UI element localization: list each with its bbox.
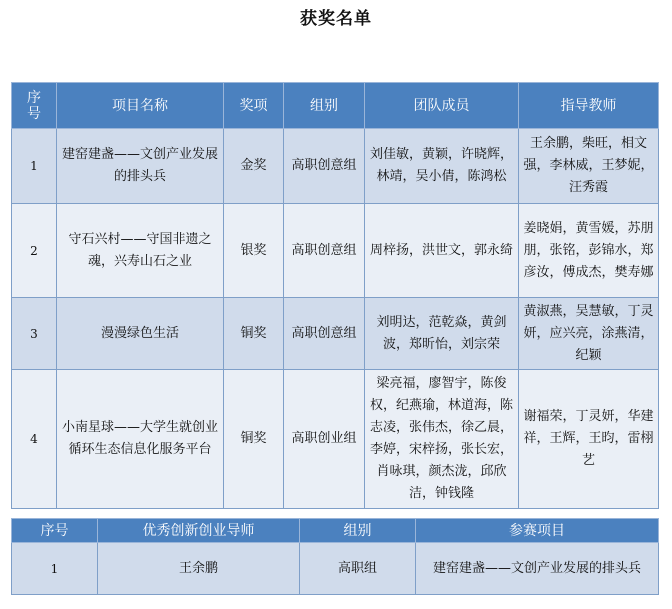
table-row xyxy=(12,370,659,509)
document-title: 获奖名单 xyxy=(300,9,372,29)
row-award: 铜奖 xyxy=(224,370,284,509)
header-group: 组别 xyxy=(284,83,365,129)
row-no: 3 xyxy=(12,298,57,370)
table-row xyxy=(12,129,659,204)
row-no: 1 xyxy=(12,129,57,204)
header-no: 序号 xyxy=(12,83,57,129)
awards-table xyxy=(11,82,659,509)
mentor-table xyxy=(11,518,659,595)
row-no: 1 xyxy=(12,543,98,595)
row-award: 金奖 xyxy=(224,129,284,204)
row-project: 小南星球——大学生就创业循环生态信息化服务平台 xyxy=(57,370,224,509)
row-teachers: 姜晓娟，黄雪媛，苏朋朋，张铭，彭锦水，郑彦汝，傅成杰，樊寿娜 xyxy=(519,204,659,298)
row-members: 梁亮福，廖智宇，陈俊权，纪燕瑜，林道海，陈志凌，张伟杰，徐乙晨，李婷，宋梓扬，张长宏，肖咏琪，颜杰泷，邱欣洁，钟钱隆 xyxy=(365,370,519,509)
table-row xyxy=(12,543,659,595)
header-award: 奖项 xyxy=(224,83,284,129)
header-teachers: 指导教师 xyxy=(519,83,659,129)
row-teachers: 王余鹏，柴旺，相文强，李林威，王梦妮，汪秀霞 xyxy=(519,129,659,204)
row-entry-project: 建窑建盏——文创产业发展的排头兵 xyxy=(416,543,659,595)
row-teachers: 谢福荣，丁灵妍，华建祥，王辉，王昀，雷栩艺 xyxy=(519,370,659,509)
row-members: 刘佳敏，黄颖，许晓辉，林靖，吴小倩，陈鸿松 xyxy=(365,129,519,204)
row-award: 银奖 xyxy=(224,204,284,298)
row-no: 2 xyxy=(12,204,57,298)
row-group: 高职创意组 xyxy=(284,204,365,298)
row-members: 周梓扬，洪世文，郭永绮 xyxy=(365,204,519,298)
row-no: 4 xyxy=(12,370,57,509)
header-members: 团队成员 xyxy=(365,83,519,129)
row-group: 高职创业组 xyxy=(284,370,365,509)
row-project: 守石兴村——守国非遗之魂，兴寿山石之业 xyxy=(57,204,224,298)
table-row xyxy=(12,204,659,298)
row-project: 建窑建盏——文创产业发展的排头兵 xyxy=(57,129,224,204)
row-teachers: 黄淑燕，吴慧敏，丁灵妍，应兴亮，涂燕清，纪颖 xyxy=(519,298,659,370)
row-group: 高职创意组 xyxy=(284,129,365,204)
mentor-header-row xyxy=(12,519,659,543)
row-group: 高职组 xyxy=(300,543,416,595)
header-group: 组别 xyxy=(300,519,416,543)
row-award: 铜奖 xyxy=(224,298,284,370)
row-mentor: 王余鹏 xyxy=(98,543,300,595)
header-project: 项目名称 xyxy=(57,83,224,129)
row-project: 漫漫绿色生活 xyxy=(57,298,224,370)
header-no: 序号 xyxy=(12,519,98,543)
row-members: 刘明达，范乾焱，黄剑波，郑昕怡，刘宗荣 xyxy=(365,298,519,370)
row-group: 高职创意组 xyxy=(284,298,365,370)
awards-header-row xyxy=(12,83,659,129)
header-mentor: 优秀创新创业导师 xyxy=(98,519,300,543)
header-entry-project: 参赛项目 xyxy=(416,519,659,543)
table-row xyxy=(12,298,659,370)
